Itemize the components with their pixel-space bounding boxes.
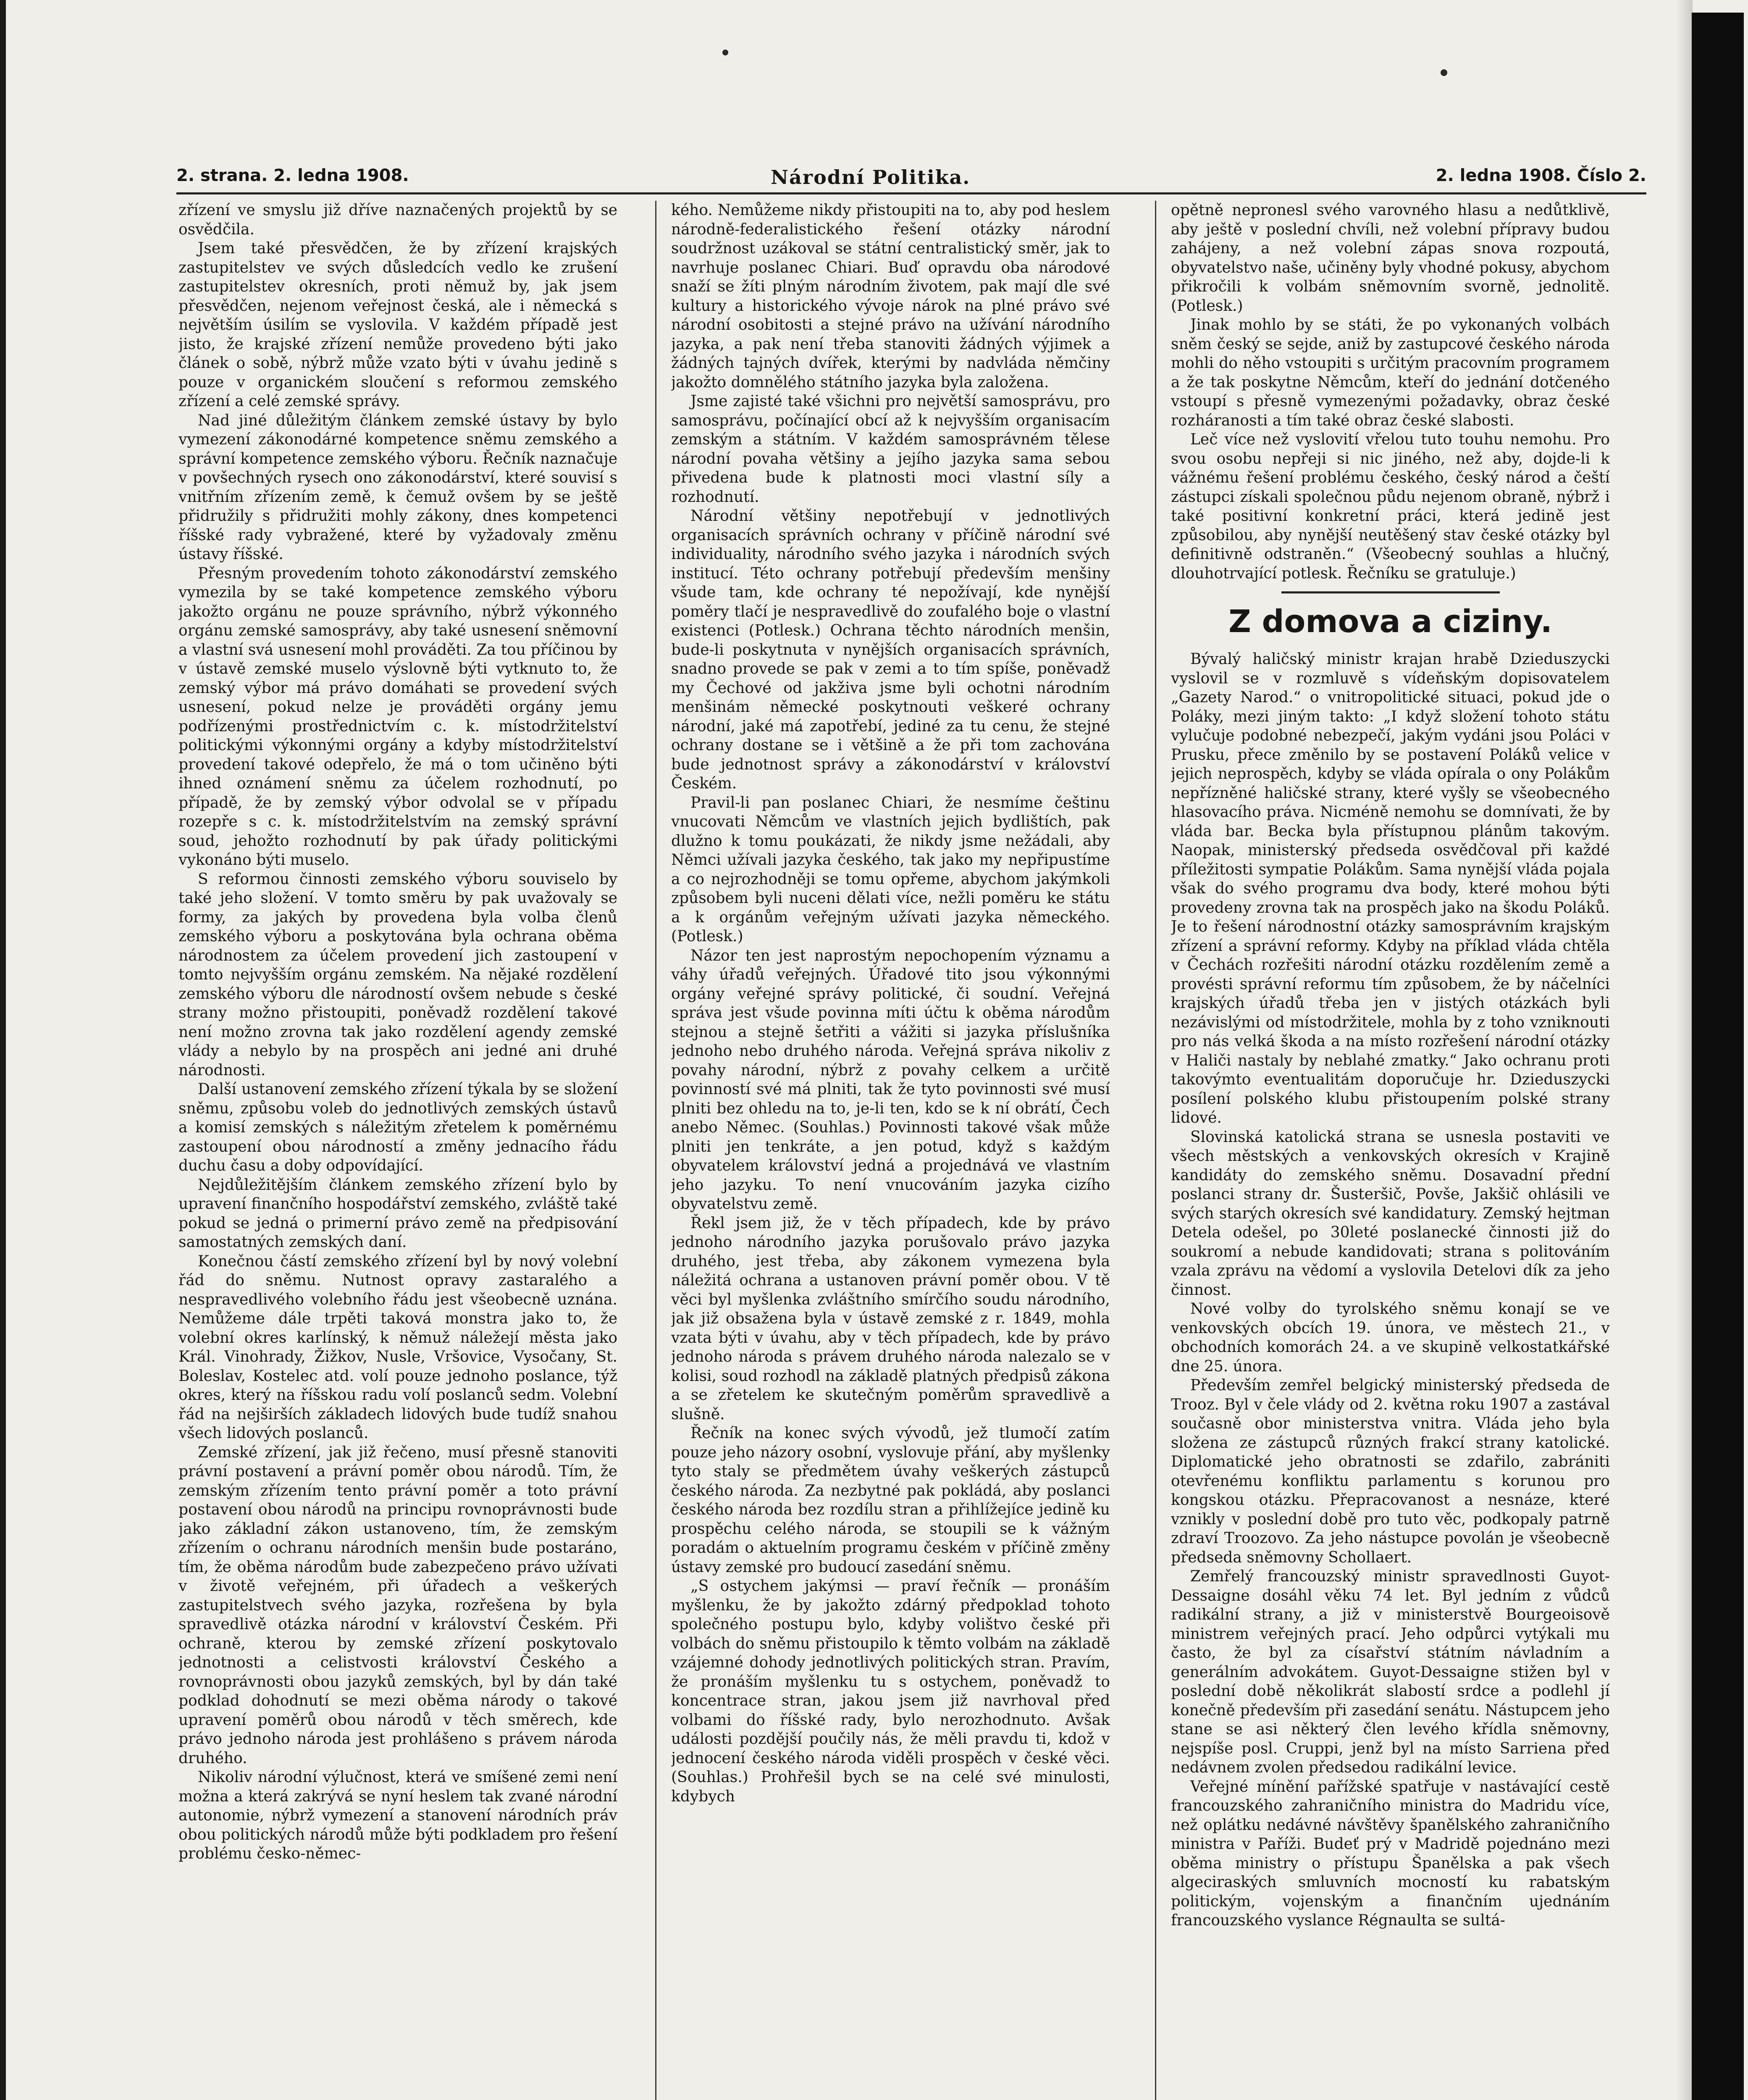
paragraph: Další ustanovení zemského zřízení týkala by se složení sněmu, způsobu voleb do jednotlivých zemských ústavů a komisí zemských s náležitým zřetelem k poměrnému zastoupení obou národností a změny jednacího řádu duchu času a doby odpovídající. (178, 1081, 617, 1174)
paragraph: Nové volby do tyrolského sněmu konají se ve venkovských obcích 19. února, ve městech 21., v obchodních komorách 24. a ve skupině velkostatkářské dne 25. února. (1171, 1300, 1610, 1375)
paragraph: kého. Nemůžeme nikdy přistoupiti na to, aby pod heslem národně-federalistického řešení otázky národní soudržnost uzákoval se státní centralistický směr, jak to navrhuje poslanec Chiari. Buď opravdu oba národové snaží se žíti plným národním životem, pak mají dle své kultury a historického vývoje nárok na plné právo své národní osobitosti a stejné právo na užívání národního jazyka, a pak není třeba stanoviti žádných výjimek a žádných tajných dvířek, kterými by nadvláda němčiny jakožto domnělého státního jazyka byla založena. (671, 202, 1110, 391)
paragraph: Řečník na konec svých vývodů, jež tlumočí zatím pouze jeho názory osobní, vyslovuje přání, aby myšlenky tyto staly se předmětem úvahy veškerých zástupců českého národa. Za nezbytné pak pokládá, aby poslanci českého národa bez rozdílu stran a přihlížejíce jedině ku prospěchu celého národa, se stoupili se k vážným poradám o aktuelním programu českém v příčině změny ústavy zemské pro budoucí zasedání sněmu. (671, 1425, 1110, 1576)
section-separator (1281, 591, 1500, 593)
paragraph: Bývalý haličský ministr krajan hrabě Dzieduszycki vyslovil se v rozmluvě s vídeňským dopisovatelem „Gazety Narod.“ o vnitropolitické situaci, pokud jde o Poláky, mezi jiným takto: „I když složení tohoto státu vylučuje podobné nebezpečí, jakým vydáni jsou Poláci v Prusku, přece změnilo by se postavení Poláků velice v jejich neprospěch, kdyby se vláda opírala o ony Polákům nepřízněné haličské strany, které vyšly se všeobecného hlasovacího práva. Nicméně nemohu se domnívati, že by vláda bar. Becka byla přístupnou plánům takovým. Naopak, ministerský předseda osvědčoval při každé příležitosti sympatie Polákům. Sama nynější vláda pojala však do svého programu dva body, které mohou býti provedeny zrovna tak na prospěch jako na škodu Poláků. Je to řešení národnostní otázky samosprávním krajským zřízení a správní reformy. Kdyby na příklad vláda chtěla v Čechách rozřešiti národní otázku rozdělením země a provésti správní reformu tím způsobem, že by náčelníci krajských úřadů třeba jen v jistých otázkách byli nezávislými od místodržitele, mohla by z toho vzniknouti pro nás velká škoda a na místo rozřešení národní otázky v Haliči nastaly by neblahé zmatky.“ Jako ochranu proti takovýmto eventualitám doporučuje hr. Dzieduszycki posílení polského klubu přistoupením polské strany lidové. (1171, 651, 1610, 1126)
paragraph: Leč více než vyslovití vřelou tuto touhu nemohu. Pro svou osobu nepřeji si nic jiného, než aby, dojde-li k vážnému řešení problému českého, český národ a čeští zástupci získali společnou půdu nejenom obraně, nýbrž i také positivní konkretní práci, která jedině jest způsobilou, aby nynější neutěšený stav české otázky byl definitivně odstraněn.“ (Všeobecný souhlas a hlučný, dlouhotrvající potlesk. Řečníku se gratuluje.) (1171, 431, 1610, 582)
paragraph: Slovinská katolická strana se usnesla postaviti ve všech městských a venkovských okresích v Krajině kandidáty do zemského sněmu. Dosavadní přední poslanci strany dr. Šusteršič, Povše, Jakšič ohlásili ve svých starých okresích své kandidatury. Zemský hejtman Detela odešel, po 30leté poslanecké činnosti již do soukromí a nebude kandidovati; strana s politováním vzala zprávu na vědomí a vyslovila Detelovi dík za jeho činnost. (1171, 1128, 1610, 1299)
paragraph: Nejdůležitějším článkem zemského zřízení bylo by upravení finančního hospodářství zemského, zvláště také pokud se jedná o primerní právo země na předpisování samostatných zemských daní. (178, 1176, 617, 1251)
column-2 (671, 201, 1110, 2100)
paragraph: Zemské zřízení, jak již řečeno, musí přesně stanoviti právní postavení a právní poměr obou národů. Tím, že zemským zřízením tento právní poměr a toto právní postavení obou národů na principu rovnoprávnosti bude jako základní zákon ustanoveno, tím, že zemským zřízením o ochranu národních menšin bude postaráno, tím, že oběma národům bude zabezpečeno právo užívati v životě veřejném, při úřadech a veškerých zastupitelstvech svého jazyka, rozřešena by byla spravedlivě otázka národní v království Českém. Při ochraně, kterou by zemské zřízení poskytovalo jednotnosti a celistvosti království Českého a rovnoprávnosti obou jazyků zemských, byl by dán také podklad dohodnutí se mezi oběma národy o takové upravení poměrů obou národů v těch směrech, kde právo jednoho národa jest prohlášeno s právem národa druhého. (178, 1444, 617, 1767)
scan-right-border (1692, 13, 1744, 2100)
paragraph: Názor ten jest naprostým nepochopením významu a váhy úřadů veřejných. Úřadové tito jsou výkonnými orgány veřejné správy politické, či soudní. Veřejná správa jest všude povinna míti účtu k oběma národům stejnou a stejně šetřiti a vážiti si jazyka příslušníka jednoho nebo druhého národa. Veřejná správa nikoliv z povahy národní, nýbrž z povahy celkem a určitě povinností své má plniti, tak že tyto povinnosti své musí plniti bez ohledu na to, je-li ten, kdo se k ní obrátí, Čech anebo Němec. (Souhlas.) Povinnosti takové však může plniti jen tenkráte, a jen potud, když s každým obyvatelem království jedná a projednává ve vlastním jeho jazyku. To není vnucováním jazyka cizího obyvatelstvu země. (671, 947, 1110, 1213)
scan-shadow (1676, 0, 1693, 2100)
paragraph: Nikoliv národní výlučnost, která ve smíšené zemi není možna a která zakrývá se nyní heslem tak zvané národní autonomie, nýbrž vymezení a stanovení národních práv obou politických národů může býti podkladem pro řešení problému česko-němec- (178, 1769, 617, 1862)
page-number-date: 2. strana. 2. ledna 1908. (176, 166, 409, 185)
paragraph: Řekl jsem již, že v těch případech, kde by právo jednoho národního jazyka porušovalo právo jazyka druhého, jest třeba, aby zákonem vymezena byla náležitá ochrana a ustanoven právní poměr obou. V tě věci byl myšlenka zvláštního smírčího soudu národního, jak již obsažena byla v ústavě zemské z r. 1849, mohla vzata býti v úvahu, aby v těch případech, kde by právo jednoho národa s právem druhého národa nalezalo se v kolisi, soud rozhodl na základě platných předpisů zákona a se zřetelem ke skutečným poměrům spravedlivě a slušně. (671, 1214, 1110, 1423)
paragraph: Národní většiny nepotřebují v jednotlivých organisacích správních ochrany v příčině národní své individuality, národního svého jazyka i národních svých institucí. Této ochrany potřebují především menšiny všude tam, kde ochrany té nepožívají, kde nynější poměry tlačí je nespravedlivě do zoufalého boje o vlastní existenci (Potlesk.) Ochrana těchto národních menšin, bude-li poskytnuta v nynějších organisacích správních, snadno provede se pak v zemi a to tím spíše, poněvadž my Čechové od jakživa jsme byli ochotni národním menšinám německé poskytnouti veškeré ochrany národní, jaké má zapotřebí, jediné za tu cenu, že stejné ochrany dostane se i většině a že při tom zachována bude jednotnost správy a zákonodárství v království Českém. (671, 507, 1110, 792)
column-3 (1171, 201, 1610, 2100)
column-rule (1155, 201, 1156, 2100)
paragraph: Konečnou částí zemského zřízení byl by nový volební řád do sněmu. Nutnost opravy zastaralého a nespravedlivého volebního řádu jest všeobecně uznána. Nemůžeme dále trpěti taková monstra jako to, že volební okres karlínský, k němuž náležejí města jako Král. Vinohrady, Žižkov, Nusle, Vršovice, Vysočany, St. Boleslav, Kostelec atd. volí pouze jednoho poslance, týž okres, který na říšskou radu volí poslanců sedm. Volební řád na nejširších základech lidových bude tudíž snahou všech lidových poslanců. (178, 1252, 617, 1442)
paragraph: Zemřelý francouzský ministr spravedlnosti Guyot-Dessaigne dosáhl věku 74 let. Byl jedním z vůdců radikální strany, a již v ministerstvě Bourgeoisově ministrem veřejných prací. Jeho odpůrci vytýkali mu často, že byl za císařství státním návladním a generálním advokátem. Guyot-Dessaigne stižen byl v poslední době několikrát slabostí srdce a podlehl jí konečně především při zasedání senátu. Nástupcem jeho stane se asi některý člen levého křídla sněmovny, nejspíše posl. Cruppi, jenž byl na místo Sarriena před nedávnem zvolen předsedou radikální levice. (1171, 1568, 1610, 1776)
running-head (176, 166, 1646, 191)
newspaper-title: Národní Politika. (771, 166, 971, 189)
paragraph: Jsem také přesvědčen, že by zřízení krajských zastupitelstev ve svých důsledcích vedlo ke zrušení zastupitelstev okresních, proti němuž by, jak jsem přesvědčen, nejenom veřejnost česká, ale i německá s největším úsilím se vyslovila. V každém případě jest jisto, že krajské zřízení nemůže provedeno býti jako článek o sobě, nýbrž může vzato býti v úvahu jedině s pouze v organickém sloučení s reformou zemského zřízení a celé zemské správy. (178, 240, 617, 410)
paragraph: Pravil-li pan poslanec Chiari, že nesmíme češtinu vnucovati Němcům ve vlastních jejich bydlištích, pak dlužno k tomu poukázati, že nikdy jsme nežádali, aby Němci užívali jazyka českého, tak jako my nepřipustíme a co nejrozhodněji se tomu opřeme, abychom jakýmkoli způsobem byli nuceni dělati více, nežli poměru ke státu a k orgánům veřejným užívati jazyka německého. (Potlesk.) (671, 794, 1110, 945)
paragraph: „S ostychem jakýmsi — praví řečník — pronáším myšlenku, že by jakožto zdárný předpoklad tohoto společného postupu bylo, kdyby volištvo české při volbách do sněmu přistoupilo k těmto volbám na základě vzájemné dohody jednotlivých politických stran. Pravím, že pronáším myšlenku tu s ostychem, poněvadž to koncentrace stran, jakou jsem již navrhoval před volbami do říšské rady, bylo nerozhodnuto. Avšak události pozdější poučily nás, že měli pravdu ti, kdož v jednocení českého národa viděli prospěch v české věci. (Souhlas.) Prohřešil bych se na celé své minulosti, kdybych (671, 1578, 1110, 1805)
scan-speck (1441, 69, 1447, 76)
section-title: Z domova a ciziny. (1228, 604, 1552, 640)
paragraph: Jsme zajisté také všichni pro největší samosprávu, pro samosprávu, počínající obcí až k nejvyšším organisacím zemským a státním. V každém samosprávném tělese národní povaha většiny a jejího jazyka sama sebou přivedena bude k platnosti moci vlastní síly a rozhodnutí. (671, 393, 1110, 506)
paragraph: zřízení ve smyslu již dříve naznačených projektů by se osvědčila. (178, 202, 617, 238)
paragraph: Jinak mohlo by se státi, že po vykonaných volbách sněm český se sejde, aniž by zastupcové českého národa mohli do něho vstoupiti s určitým pracovním programem a že tak poskytne Němcům, kteří do jednání dotčeného vstoupí s přesně vymezenými požadavky, obraz české rozháranosti a tím také obraz české slabosti. (1171, 316, 1610, 429)
paragraph: Nad jiné důležitým článkem zemské ústavy by bylo vymezení zákonodárné kompetence sněmu zemského a správní kompetence zemského výboru. Řečník naznačuje v povšechných rysech ono zákonodárství, které souvisí s vnitřním zřízením země, k čemuž ovšem by se ještě přidružily s přidružiti mohly zákony, dnes kompetenci říšské rady vybražené, které by vyžadovaly změnu ústavy říšské. (178, 412, 617, 563)
paragraph: S reformou činnosti zemského výboru souviselo by také jeho složení. V tomto směru by pak uvažovaly se formy, za jakých by provedena byla volba členů zemského výboru a poskytována byla ochrana oběma národnostem za účelem provedení jich zastoupení v tomto nejvyšším orgánu zemském. Na nějaké rozdělení zemského výboru dle národností ovšem nebude s české strany možno přistoupiti, poněvadž rozdělení takové není možno zrovna tak jako rozdělení agendy zemské vlády a nebylo by na prospěch ani jedné ani druhé národnosti. (178, 870, 617, 1079)
paragraph: Především zemřel belgický ministerský předseda de Trooz. Byl v čele vlády od 2. května roku 1907 a zastával současně obor ministerstva vnitra. Vláda jeho byla složena ze zástupců různých frakcí strany katolické. Diplomatické jeho obratnosti se zdařilo, zabrániti otevřenému konfliktu parlamentu s korunou pro kongskou otázku. Přepracovanost a nesnáze, které vznikly v poslední době pro tuto věc, podkopaly patrně zdraví Troozovo. Za jeho nástupce povolán je všeobecně předseda sněmovny Schollaert. (1171, 1377, 1610, 1566)
paragraph: opětně nepronesl svého varovného hlasu a nedůtklivě, aby ještě v poslední chvíli, než volební přípravy budou zahájeny, a než volební zápas snova rozpoutá, obyvatelstvo naše, učiněny byly vhodné pokusy, abychom přikročili k volbám sněmovním svorně, jednolitě. (Potlesk.) (1171, 202, 1610, 315)
paragraph: Přesným provedením tohoto zákonodárství zemského vymezila by se také kompetence zemského výboru jakožto orgánu ne pouze správního, nýbrž výkonného orgánu zemské samosprávy, aby také usnesení sněmovní a vlastní svá usnesení mohl prováděti. Za tou příčinou by v ústavě zemské muselo výslovně býti vytknuto to, že zemský výbor má právo domáhati se provedení svých usnesení, pokud nelze je prováděti orgány jemu podřízenými prostřednictvím c. k. místodržitelství politickými výkonnými orgány a kdyby místodržitelství provedení takové odepřelo, že má o tom učiněno býti ihned oznámení sněmu za účelem rozhodnutí, po případě, že by zemský výbor odvolal se v případu rozepře s c. k. místodržitelstvím na zemský správní soud, jehožto rozhodnutí by pak úřady politickými vykonáno býti muselo. (178, 564, 617, 869)
column-1 (178, 201, 617, 2100)
scan-left-edge (0, 0, 6, 2100)
column-rule (655, 201, 656, 2100)
scan-speck (722, 50, 728, 55)
header-rule (176, 192, 1646, 194)
issue-date-number: 2. ledna 1908. Číslo 2. (1436, 166, 1646, 185)
paragraph: Veřejné mínění pařížské spatřuje v nastávající cestě francouzského zahraničního ministra do Madridu více, než oplátku nedávné návštěvy španělského zahraničního ministra v Paříži. Budeť prý v Madridě pojednáno mezi oběma ministry o přístupu Španělska a pak všech algeciraských smluvních mocností ku rabatským politickým, vojenským a finančním ujednáním francouzského vyslance Régnaulta se sultá- (1171, 1778, 1610, 1929)
